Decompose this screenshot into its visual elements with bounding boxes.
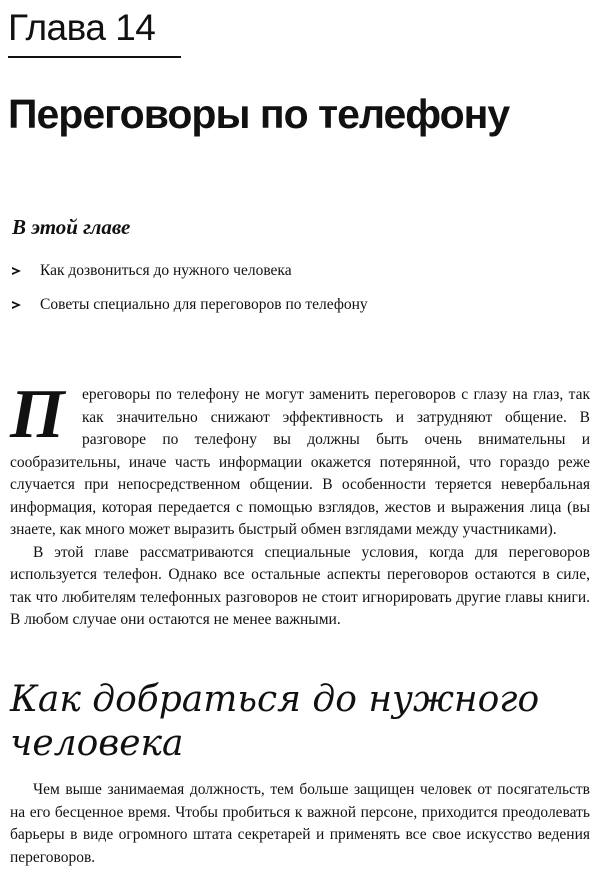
intro-paragraph-1 — [10, 376, 590, 542]
list-item-text: Как дозвониться до нужного человека — [40, 262, 292, 279]
list-item — [10, 288, 368, 322]
section-paragraph-1: Чем выше занимаемая должность, тем больше защищен человек от посягательств на его бесценное время. Чтобы пробиться к важной персоне, приходится преодолевать барьеры в виде огромного штата секретарей и применять все свое искусство ведения переговоров. — [10, 781, 590, 866]
list-item — [10, 254, 368, 288]
arrow-bullet-icon — [10, 264, 24, 278]
chapter-rule — [8, 56, 181, 58]
intro-paragraph-1-text: ереговоры по телефону не могут заменить переговоров с глазу на глаз, так как значительно снижают эффективность и затрудняют общение. В разговоре по телефону вы должны быть очень внимательны и сообразительны, иначе часть информации окажется потерянной, что гораздо реже случается при непосредственном общении. В особенности теряется невербальная информация, которая передается с помощью взглядов, жестов и выражения лица (вы знаете, как много может выразить быстрый обмен взглядами между участниками). — [10, 386, 590, 538]
section-heading: Как добраться до нужного человека — [10, 679, 540, 764]
list-item-text: Советы специально для переговоров по телефону — [40, 296, 368, 313]
intro-text — [10, 376, 590, 632]
drop-cap: П — [10, 376, 63, 453]
in-chapter-heading: В этой главе — [12, 215, 131, 239]
arrow-bullet-icon — [10, 298, 24, 312]
chapter-title: Переговоры по телефону — [8, 91, 510, 137]
chapter-label: Глава 14 — [8, 7, 156, 48]
intro-paragraph-2: В этой главе рассматриваются специальные условия, когда для переговоров используется телефон. Однако все остальные аспекты переговоров остаются в силе, так что любителям телефонных разговоров не стоит игнорировать другие главы книги. В любом случае они остаются не менее важными. — [10, 543, 590, 628]
in-chapter-list — [10, 254, 368, 322]
section-text — [10, 779, 590, 869]
